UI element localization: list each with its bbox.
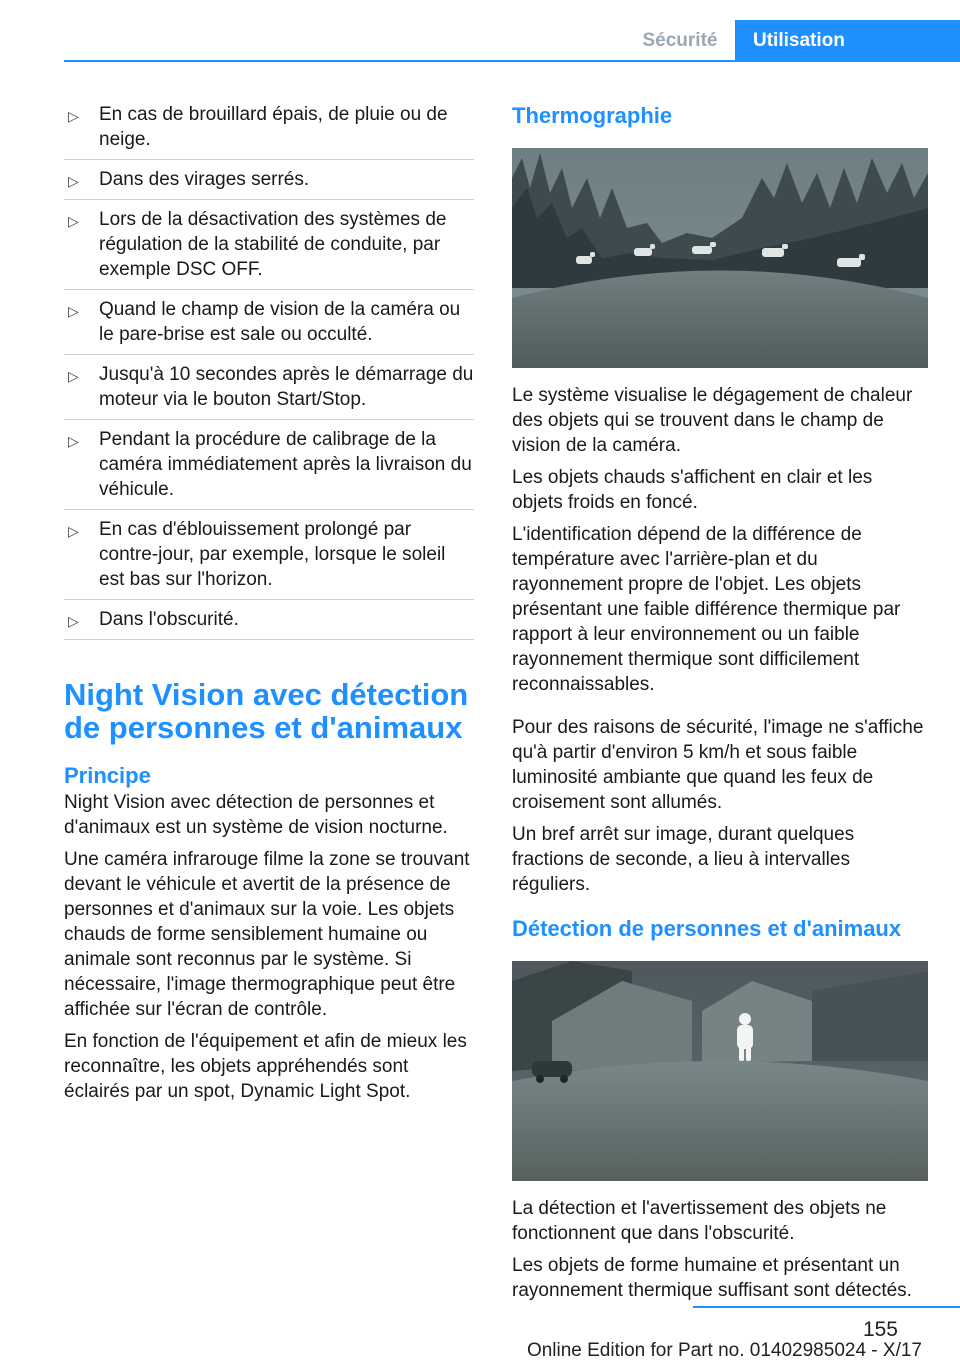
list-item-text: Dans l'obscurité. <box>99 609 239 630</box>
list-item <box>64 362 474 420</box>
list-item <box>64 517 474 600</box>
page-header <box>64 20 960 62</box>
list-item-text: En cas de brouillard épais, de pluie ou de neige. <box>99 104 448 150</box>
edition-note: Online Edition for Part no. 01402985024 - X/17 <box>526 1340 922 1361</box>
list-item <box>64 207 474 290</box>
subsection-title: Principe <box>64 763 151 788</box>
thermal-animals-image <box>512 148 928 368</box>
footer-divider <box>693 1306 960 1308</box>
principle-paragraph: Une caméra infrarouge filme la zone se trouvant devant le véhicule et avertit de la présence de personnes et d'animaux sur la voie. Les objets chauds de forme sensiblement humaine ou animale sont reconnus par le système. Si nécessaire, l'image thermographique peut être affichée sur l'écran de contrôle. <box>64 849 470 1020</box>
triangle-bullet-icon: ▷ <box>68 433 79 449</box>
thermography-title: Thermographie <box>512 103 673 128</box>
list-item-text: Pendant la procédure de calibrage de la caméra immédiatement après la livraison du véhicule. <box>99 429 472 500</box>
list-item <box>64 427 474 510</box>
thermography-paragraph: Un bref arrêt sur image, durant quelques fractions de seconde, a lieu à intervalles réguliers. <box>512 824 855 895</box>
list-item <box>64 297 474 355</box>
conditions-list <box>64 102 474 640</box>
triangle-bullet-icon: ▷ <box>68 213 79 229</box>
thermography-paragraph: L'identification dépend de la différence de température avec l'arrière-plan et du rayonnement propre de l'objet. Les objets présentant une faible différence thermique par rapport à leur environnement ou un faible rayonnement thermique sont difficilement reconnaissables. <box>512 524 901 695</box>
triangle-bullet-icon: ▷ <box>68 368 79 384</box>
list-item <box>64 167 474 200</box>
triangle-bullet-icon: ▷ <box>68 523 79 539</box>
detection-paragraph: Les objets de forme humaine et présentant un rayonnement thermique suffisant sont détectés. <box>512 1255 912 1301</box>
detection-paragraph: La détection et l'avertissement des objets ne fonctionnent que dans l'obscurité. <box>512 1198 887 1244</box>
list-item-text: En cas d'éblouissement prolongé par contre-jour, par exemple, lorsque le soleil est bas sur l'horizon. <box>99 519 446 590</box>
detection-title: Détection de personnes et d'animaux <box>512 916 902 941</box>
tab-chapter[interactable]: Utilisation <box>735 20 960 62</box>
left-column <box>64 102 474 1104</box>
page-number: 155 <box>862 1318 898 1341</box>
principle-paragraph: Night Vision avec détection de personnes et d'animaux est un système de vision nocturne. <box>64 792 448 838</box>
triangle-bullet-icon: ▷ <box>68 108 79 124</box>
triangle-bullet-icon: ▷ <box>68 613 79 629</box>
tab-section[interactable]: Sécurité <box>642 30 718 51</box>
list-item-text: Dans des virages serrés. <box>99 169 310 190</box>
right-column <box>512 102 928 1303</box>
thermography-paragraph: Le système visualise le dégagement de chaleur des objets qui se trouvent dans le champ de vision de la caméra. <box>512 385 913 456</box>
triangle-bullet-icon: ▷ <box>68 173 79 189</box>
section-title: Night Vision avec détection de personnes et d'animaux <box>64 677 469 745</box>
thermal-pedestrian-image <box>512 961 928 1181</box>
list-item-text: Lors de la désactivation des systèmes de régulation de la stabilité de conduite, par exemple DSC OFF. <box>99 209 447 280</box>
list-item <box>64 607 474 640</box>
triangle-bullet-icon: ▷ <box>68 303 79 319</box>
list-item-text: Jusqu'à 10 secondes après le démarrage du moteur via le bouton Start/Stop. <box>99 364 474 410</box>
list-item-text: Quand le champ de vision de la caméra ou le pare-brise est sale ou occulté. <box>99 299 461 345</box>
thermography-paragraph: Pour des raisons de sécurité, l'image ne s'affiche qu'à partir d'environ 5 km/h et sous faible luminosité ambiante que quand les feux de croisement sont allumés. <box>512 717 924 813</box>
thermography-paragraph: Les objets chauds s'affichent en clair et les objets froids en foncé. <box>512 467 873 513</box>
principle-paragraph: En fonction de l'équipement et afin de mieux les reconnaître, les objets appréhendés sont éclairés par un spot, Dynamic Light Spot. <box>64 1031 467 1102</box>
list-item <box>64 102 474 160</box>
